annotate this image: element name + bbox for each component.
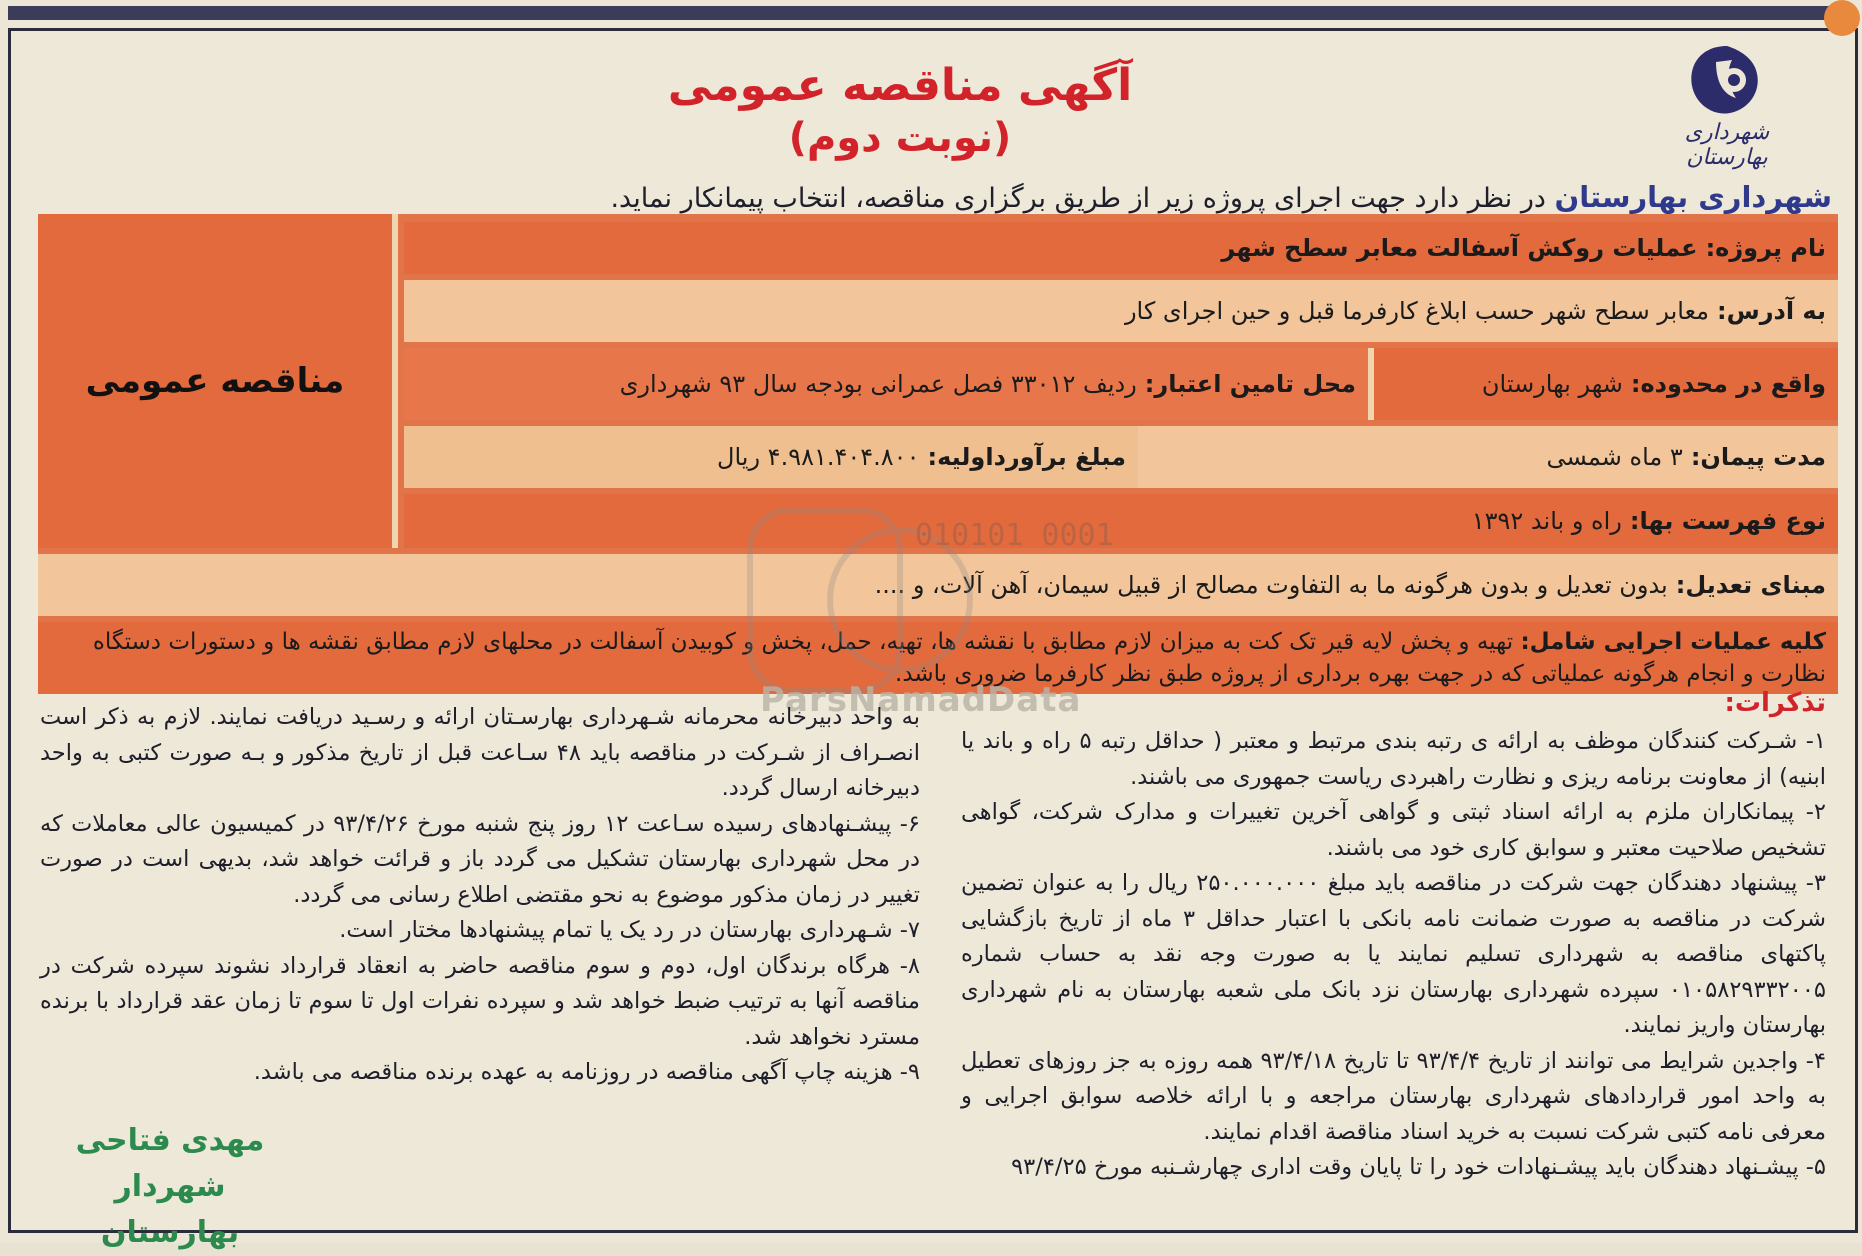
note-2: ۲- پیمانکاران ملزم به ارائه اسناد ثبتی و گواهی آخرین تغییرات و مدارک شرکت، گواهی تشخیص صلاحیت معتبر و سوابق کاری خود می باشند. <box>961 799 1826 861</box>
watermark-text: ParsNamadData <box>760 680 1082 720</box>
ops-value: تهیه و پخش لایه قیر تک کت به میزان لازم مطابق با نقشه ها، تهیه، حمل، پخش و کوبیدن آسفالت در محلهای لازم مطابق نقشه ها و دستورات دستگاه نظارت و انجام هرگونه عملیاتی که در جهت بهره برداری از پروژه طبق نظر کارفرما ضروری باشد. <box>92 629 1826 687</box>
row-project <box>404 222 1838 274</box>
notes-left-column <box>40 700 920 1091</box>
watermark-numbers: 010101 0001 <box>915 518 1114 553</box>
note-7: ۷- شـهرداری بهارستان در رد یک یا تمام پیشنهادها مختار است. <box>339 917 920 943</box>
note-8: ۸- هرگاه برندگان اول، دوم و سوم مناقصه حاضر به انعقاد قرارداد نشوند سپرده شرکت در مناقصه آنها به ترتیب ضبط خواهد شد و سپرده نفرات اول تا سوم تا زمان عقد قرارداد با برنده مسترد نخواهد شد. <box>40 952 920 1050</box>
funding-value: ردیف ۳۳۰۱۲ فصل عمرانی بودجه سال ۹۳ شهرداری <box>619 370 1137 398</box>
area-label: واقع در محدوده: <box>1630 370 1826 398</box>
page-subtitle: (نوبت دوم) <box>788 115 1012 161</box>
title-block <box>640 60 1160 164</box>
signer-title: شهردار بهارستان <box>100 1169 240 1250</box>
address-value: معابر سطح شهر حسب ابلاغ کارفرما قبل و حین اجرای کار <box>1124 297 1709 325</box>
area-value: شهر بهارستان <box>1481 370 1623 398</box>
cell-estimate <box>404 426 1138 488</box>
note-5: ۵- پیشـنهاد دهندگان باید پیشـنهادات خود را تا پایان وقت اداری چهارشـنبه مورخ ۹۳/۴/۲۵ <box>1011 1154 1826 1180</box>
note-6: ۶- پیشـنهادهای رسیده سـاعت ۱۲ روز پنج شنبه مورخ ۹۳/۴/۲۶ در کمیسیون عالی معاملات که در محل شهرداری بهارستان تشکیل می گردد باز و قرائت خواهد شد، بدیهی است در صورت تغییر در زمان مذکور موضوع به نحو مقتضی اطلاع رسانی می گردد. <box>40 810 920 908</box>
municipality-logo <box>1662 40 1792 170</box>
signature-block <box>50 1118 290 1256</box>
note-5-cont: به واحد دبیرخانه محرمانه شـهرداری بهارسـتان ارائه و رسـید دریافت نمایند. لازم به ذکر است انصـراف از شـرکت در مناقصه باید ۴۸ سـاعت قبل از تاریخ مذکور و بـه صورت کتبی به واحد دبیرخانه ارسال گردد. <box>40 704 921 801</box>
adjust-value: بدون تعدیل و بدون هرگونه ما به التفاوت مصالح از قبیل سیمان، آهن آلات، و .... <box>874 571 1668 599</box>
row-duration-estimate <box>404 426 1838 488</box>
notes-heading: تذکرات: <box>1724 688 1826 718</box>
adjust-label: مبنای تعدیل: <box>1675 571 1826 599</box>
duration-label: مدت پیمان: <box>1690 443 1826 471</box>
row-adjustment <box>38 554 1838 616</box>
page-title: آگهی مناقصه عمومی <box>667 60 1133 111</box>
funding-label: محل تامین اعتبار: <box>1144 370 1356 398</box>
row-address <box>404 280 1838 342</box>
row-area-funding <box>404 348 1838 420</box>
project-label: نام پروژه: <box>1705 234 1826 262</box>
address-label: به آدرس: <box>1717 297 1826 325</box>
pricelist-label: نوع فهرست بها: <box>1629 507 1826 535</box>
side-label-text: مناقصه عمومی <box>85 361 345 401</box>
notes-right-column <box>961 724 1826 1186</box>
cell-funding <box>404 348 1368 420</box>
intro-text: در نظر دارد جهت اجرای پروژه زیر از طریق برگزاری مناقصه، انتخاب پیمانکار نماید. <box>610 183 1546 214</box>
note-9: ۹- هزینه چاپ آگهی مناقصه در روزنامه به عهده برنده مناقصه می باشد. <box>253 1059 920 1085</box>
tender-table <box>38 214 1838 694</box>
ops-label: کلیه عملیات اجرایی شامل: <box>1520 629 1826 655</box>
logo-text: شهرداری بهارستان <box>1684 120 1770 170</box>
note-1: ۱- شـرکت کنندگان موظف به ارائه ی رتبه بندی مرتبط و معتبر ( حداقل رتبه ۵ راه و باند یا ابنیه) از معاونت برنامه ریزی و نظارت راهبردی ریاست جمهوری می باشند. <box>961 728 1826 790</box>
note-4: ۴- واجدین شرایط می توانند از تاریخ ۹۳/۴/۴ تا تاریخ ۹۳/۴/۱۸ همه روزه به جز روزهای تعطیل به واحد امور قراردادهای شهرداری بهارستان مراجعه و با ارائه خلاصه سوابق اجرایی و معرفی نامه کتبی شرکت نسبت به خرید اسناد مناقصة اقدام نمایند. <box>961 1047 1826 1145</box>
corner-marker <box>1824 0 1860 36</box>
row-pricelist <box>404 494 1838 548</box>
cell-area <box>1368 348 1838 420</box>
estimate-label: مبلغ برآورداولیه: <box>927 443 1126 471</box>
intro-org: شهرداری بهارستان <box>1554 180 1832 214</box>
intro-line <box>532 180 1832 214</box>
municipality-logo-icon <box>1682 40 1772 124</box>
signer-name: مهدی فتاحی <box>75 1123 265 1158</box>
pricelist-value: راه و باند ۱۳۹۲ <box>1471 507 1622 535</box>
top-rule <box>8 6 1848 20</box>
note-3: ۳- پیشنهاد دهندگان جهت شرکت در مناقصه باید مبلغ ۲۵۰.۰۰۰.۰۰۰ ریال را به عنوان تضمین شرکت در مناقصه به صورت ضمانت نامه بانکی با اعتبار حداقل ۳ ماه از تاریخ بازگشایی پاکتهای مناقصه به شهرداری تسلیم نمایند یا به صورت وجه نقد به حساب شماره ۰۱۰۵۸۲۹۳۳۲۰۰۵ سپرده شهرداری بهارستان نزد بانک ملی شعبه بهارستان به نام شهرداری بهارستان واریز نمایند. <box>961 870 1826 1038</box>
duration-value: ۳ ماه شمسی <box>1546 443 1683 471</box>
cell-duration <box>1138 426 1838 488</box>
project-value: عملیات روکش آسفالت معابر سطح شهر <box>1221 234 1698 262</box>
estimate-value: ۴.۹۸۱.۴۰۴.۸۰۰ ریال <box>717 443 920 471</box>
table-side-label <box>38 214 398 548</box>
